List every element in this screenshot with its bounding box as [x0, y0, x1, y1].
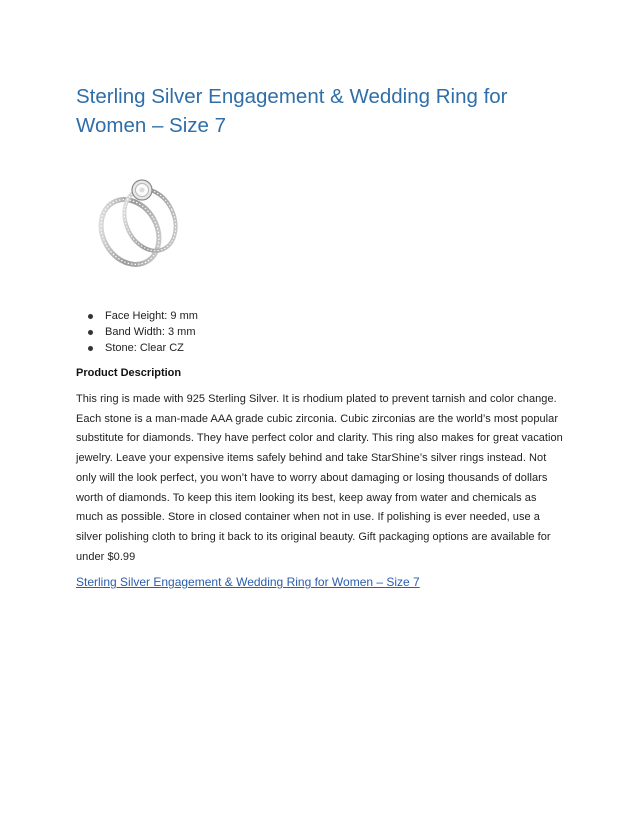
- section-heading: Product Description: [76, 367, 182, 379]
- list-item: [86, 308, 198, 324]
- bullet-icon: [88, 330, 93, 335]
- page-title: Sterling Silver Engagement & Wedding Ring for Women – Size 7: [76, 85, 508, 137]
- spec-list: [86, 308, 198, 356]
- list-item: [86, 324, 198, 340]
- bullet-icon: [88, 346, 93, 351]
- ring-image-graphic: [92, 170, 192, 270]
- product-description: This ring is made with 925 Sterling Silver. It is rhodium plated to prevent tarnish and color change. Each stone is a man-made AAA grade cubic zirconia. Cubic zirconias are the world’s most popular substitute for diamonds. They have perfect color and clarity. This ring also makes for great vacation jewelry. Leave your expensive items safely behind and take StarShine’s silver rings instead. Not only will the look perfect, you won’t have to worry about damaging or losing thousands of dollars worth of diamonds. To keep this item looking its best, keep away from water and chemicals as much as possible. Store in closed container when not in use. If polishing is ever needed, use a silver polishing cloth to bring it back to its original beauty. Gift packaging options are available for under $0.99: [76, 393, 563, 563]
- bullet-icon: [88, 314, 93, 319]
- ring-set-image: [92, 170, 192, 270]
- spec-text: Band Width: 3 mm: [105, 326, 196, 338]
- spec-text: Face Height: 9 mm: [105, 310, 198, 322]
- spec-text: Stone: Clear CZ: [105, 342, 184, 354]
- list-item: [86, 340, 198, 356]
- product-link[interactable]: Sterling Silver Engagement & Wedding Ring for Women – Size 7: [76, 575, 420, 589]
